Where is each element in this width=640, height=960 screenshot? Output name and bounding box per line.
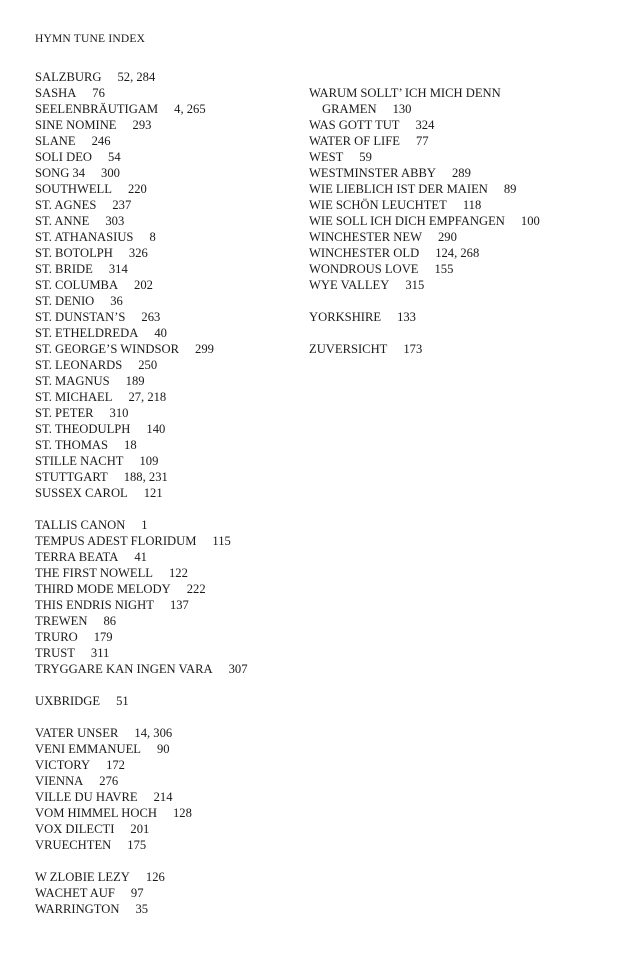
index-entry xyxy=(35,485,297,501)
tune-name: WONDROUS LOVE xyxy=(309,262,419,276)
page-numbers: 188, 231 xyxy=(123,470,168,484)
tune-name: WAS GOTT TUT xyxy=(309,118,400,132)
tune-name: THE FIRST NOWELL xyxy=(35,566,153,580)
index-entry xyxy=(35,261,297,277)
index-entry xyxy=(35,421,297,437)
index-entry xyxy=(35,565,297,581)
tune-name: GRAMEN xyxy=(322,102,377,116)
page-numbers: 202 xyxy=(134,278,153,292)
page-numbers: 128 xyxy=(172,806,192,820)
tune-name: SOUTHWELL xyxy=(35,182,112,196)
index-entry xyxy=(35,773,297,789)
tune-name: SUSSEX CAROL xyxy=(35,486,128,500)
page-numbers: 36 xyxy=(110,294,123,308)
tune-name: WINCHESTER NEW xyxy=(309,230,422,244)
page-numbers: 8 xyxy=(149,230,156,244)
index-entry xyxy=(35,533,297,549)
tune-name: WIE SOLL ICH DICH EMPFANGEN xyxy=(309,214,505,228)
page-numbers: 263 xyxy=(141,310,161,324)
page-numbers: 76 xyxy=(92,86,105,100)
tune-name: TRUST xyxy=(35,646,75,660)
index-entry xyxy=(309,117,619,133)
tune-name: VENI EMMANUEL xyxy=(35,742,141,756)
page-numbers: 35 xyxy=(135,902,149,916)
page-numbers: 118 xyxy=(462,198,482,212)
tune-name: ST. ETHELDREDA xyxy=(35,326,139,340)
index-entry xyxy=(35,581,297,597)
page-numbers: 59 xyxy=(359,150,372,164)
page-numbers: 311 xyxy=(90,646,110,660)
tune-name: ST. BRIDE xyxy=(35,262,93,276)
page-numbers: 115 xyxy=(212,534,231,548)
tune-name: VICTORY xyxy=(35,758,91,772)
page-numbers: 52, 284 xyxy=(117,70,156,84)
page-numbers: 137 xyxy=(169,598,189,612)
index-entry xyxy=(309,101,619,117)
tune-name: ZUVERSICHT xyxy=(309,342,388,356)
section-gap xyxy=(35,709,297,725)
page-numbers: 41 xyxy=(134,550,147,564)
tune-name: ST. AGNES xyxy=(35,198,97,212)
tune-name: ST. COLUMBA xyxy=(35,278,119,292)
page-numbers: 237 xyxy=(112,198,132,212)
index-entry xyxy=(35,213,297,229)
page-numbers: 293 xyxy=(132,118,152,132)
tune-name: ST. THOMAS xyxy=(35,438,109,452)
page-numbers: 90 xyxy=(156,742,170,756)
tune-name: VRUECHTEN xyxy=(35,838,112,852)
index-entry xyxy=(35,805,297,821)
index-entry xyxy=(35,229,297,245)
tune-name: TREWEN xyxy=(35,614,88,628)
tune-name: VOX DILECTI xyxy=(35,822,115,836)
index-entry xyxy=(35,693,297,709)
tune-name: ST. DUNSTAN’S xyxy=(35,310,126,324)
index-entry xyxy=(35,293,297,309)
page-numbers: 307 xyxy=(228,662,248,676)
index-entry xyxy=(35,357,297,373)
page-numbers: 77 xyxy=(415,134,429,148)
page-numbers: 140 xyxy=(146,422,166,436)
page-numbers: 173 xyxy=(403,342,423,356)
index-entry xyxy=(35,837,297,853)
page-numbers: 300 xyxy=(101,166,120,180)
index-entry xyxy=(35,133,297,149)
index-entry xyxy=(35,597,297,613)
page-numbers: 324 xyxy=(415,118,435,132)
tune-name: UXBRIDGE xyxy=(35,694,101,708)
page-numbers: 126 xyxy=(145,870,165,884)
page-numbers: 130 xyxy=(392,102,412,116)
tune-name: WARRINGTON xyxy=(35,902,120,916)
section-gap xyxy=(309,293,619,309)
section-gap xyxy=(309,325,619,341)
tune-name: THIRD MODE MELODY xyxy=(35,582,171,596)
index-column-right xyxy=(309,69,619,357)
page-numbers: 155 xyxy=(434,262,454,276)
page-numbers: 250 xyxy=(138,358,158,372)
index-entry xyxy=(309,197,619,213)
index-entry xyxy=(35,309,297,325)
tune-name: ST. GEORGE’S WINDSOR xyxy=(35,342,180,356)
tune-name: WARUM SOLLT’ ICH MICH DENN xyxy=(309,86,501,100)
page-numbers: 201 xyxy=(130,822,150,836)
tune-name: ST. BOTOLPH xyxy=(35,246,113,260)
tune-name: ST. MICHAEL xyxy=(35,390,113,404)
page-numbers: 299 xyxy=(195,342,214,356)
tune-name: TRYGGARE KAN INGEN VARA xyxy=(35,662,213,676)
tune-name: TERRA BEATA xyxy=(35,550,119,564)
page-numbers: 86 xyxy=(103,614,117,628)
tune-name: SINE NOMINE xyxy=(35,118,117,132)
index-entry xyxy=(35,645,297,661)
section-gap xyxy=(35,677,297,693)
index-entry xyxy=(35,373,297,389)
index-entry xyxy=(35,821,297,837)
index-entry xyxy=(35,245,297,261)
index-entry xyxy=(35,341,297,357)
index-entry xyxy=(35,629,297,645)
page-numbers: 54 xyxy=(108,150,121,164)
tune-name: TEMPUS ADEST FLORIDUM xyxy=(35,534,197,548)
page-numbers: 51 xyxy=(116,694,129,708)
index-entry xyxy=(35,101,297,117)
page-numbers: 246 xyxy=(91,134,111,148)
page-numbers: 315 xyxy=(405,278,425,292)
index-entry xyxy=(35,165,297,181)
index-entry xyxy=(35,757,297,773)
index-entry xyxy=(35,69,297,85)
tune-name: SEELENBRÄUTIGAM xyxy=(35,102,159,116)
index-entry xyxy=(35,469,297,485)
index-entry xyxy=(35,405,297,421)
page-numbers: 222 xyxy=(186,582,206,596)
section-gap xyxy=(35,501,297,517)
tune-name: ST. DENIO xyxy=(35,294,95,308)
page-numbers: 172 xyxy=(106,758,125,772)
tune-name: VATER UNSER xyxy=(35,726,119,740)
tune-name: WINCHESTER OLD xyxy=(309,246,420,260)
tune-name: WIE SCHÖN LEUCHTET xyxy=(309,198,447,212)
page-numbers: 326 xyxy=(128,246,148,260)
page-numbers: 179 xyxy=(93,630,113,644)
index-entry xyxy=(35,277,297,293)
index-entry xyxy=(35,517,297,533)
page-numbers: 214 xyxy=(153,790,173,804)
index-entry xyxy=(35,453,297,469)
page-numbers: 276 xyxy=(99,774,119,788)
index-entry xyxy=(35,117,297,133)
tune-name: ST. MAGNUS xyxy=(35,374,110,388)
tune-name: TRURO xyxy=(35,630,78,644)
page-numbers: 290 xyxy=(437,230,457,244)
tune-name: WACHET AUF xyxy=(35,886,115,900)
tune-name: YORKSHIRE xyxy=(309,310,382,324)
tune-name: SONG 34 xyxy=(35,166,86,180)
page-numbers: 109 xyxy=(139,454,159,468)
index-entry xyxy=(309,165,619,181)
page-numbers: 133 xyxy=(397,310,416,324)
tune-name: WYE VALLEY xyxy=(309,278,390,292)
index-entry xyxy=(35,725,297,741)
index-column-left xyxy=(35,69,297,917)
page-numbers: 18 xyxy=(124,438,137,452)
tune-name: SLANE xyxy=(35,134,76,148)
tune-name: SOLI DEO xyxy=(35,150,93,164)
index-entry xyxy=(35,661,297,677)
tune-name: STUTTGART xyxy=(35,470,108,484)
page-numbers: 89 xyxy=(503,182,517,196)
index-entry xyxy=(35,437,297,453)
index-entry xyxy=(309,229,619,245)
section-gap xyxy=(35,853,297,869)
page-numbers: 1 xyxy=(141,518,148,532)
section-gap xyxy=(309,69,619,85)
tune-name: VOM HIMMEL HOCH xyxy=(35,806,157,820)
tune-name: VIENNA xyxy=(35,774,84,788)
tune-name: ST. ANNE xyxy=(35,214,90,228)
index-entry xyxy=(35,613,297,629)
tune-name: VILLE DU HAVRE xyxy=(35,790,138,804)
tune-name: WIE LIEBLICH IST DER MAIEN xyxy=(309,182,488,196)
index-entry xyxy=(35,789,297,805)
index-entry xyxy=(35,869,297,885)
index-entry xyxy=(35,741,297,757)
index-entry xyxy=(35,885,297,901)
page-numbers: 40 xyxy=(154,326,167,340)
tune-name: ST. LEONARDS xyxy=(35,358,123,372)
page-numbers: 289 xyxy=(452,166,471,180)
tune-name: SASHA xyxy=(35,86,77,100)
tune-name: THIS ENDRIS NIGHT xyxy=(35,598,154,612)
tune-name: WESTMINSTER ABBY xyxy=(309,166,436,180)
page-numbers: 4, 265 xyxy=(174,102,206,116)
page-numbers: 97 xyxy=(130,886,144,900)
index-entry xyxy=(309,277,619,293)
index-entry xyxy=(35,85,297,101)
index-entry xyxy=(309,181,619,197)
index-entry xyxy=(35,325,297,341)
page-numbers: 314 xyxy=(108,262,128,276)
tune-name: ST. ATHANASIUS xyxy=(35,230,134,244)
page-numbers: 124, 268 xyxy=(435,246,480,260)
index-entry xyxy=(309,261,619,277)
index-entry xyxy=(35,181,297,197)
index-entry xyxy=(309,85,619,101)
page-numbers: 310 xyxy=(109,406,129,420)
index-entry xyxy=(35,389,297,405)
index-entry xyxy=(309,245,619,261)
tune-name: WATER OF LIFE xyxy=(309,134,400,148)
tune-name: SALZBURG xyxy=(35,70,102,84)
page-numbers: 189 xyxy=(125,374,145,388)
index-entry xyxy=(309,341,619,357)
tune-name: STILLE NACHT xyxy=(35,454,124,468)
tune-name: ST. THEODULPH xyxy=(35,422,131,436)
index-entry xyxy=(309,149,619,165)
page-numbers: 220 xyxy=(127,182,147,196)
tune-name: WEST xyxy=(309,150,344,164)
page-numbers: 122 xyxy=(169,566,188,580)
page-numbers: 100 xyxy=(520,214,540,228)
page-numbers: 121 xyxy=(143,486,163,500)
index-entry xyxy=(309,133,619,149)
index-entry xyxy=(35,149,297,165)
tune-name: ST. PETER xyxy=(35,406,94,420)
index-entry xyxy=(309,213,619,229)
page-numbers: 303 xyxy=(105,214,125,228)
page-numbers: 14, 306 xyxy=(134,726,173,740)
tune-name: W ZLOBIE LEZY xyxy=(35,870,130,884)
index-entry xyxy=(35,549,297,565)
page-numbers: 175 xyxy=(127,838,147,852)
tune-name: TALLIS CANON xyxy=(35,518,126,532)
page-numbers: 27, 218 xyxy=(128,390,167,404)
page-header: HYMN TUNE INDEX xyxy=(35,33,146,45)
index-entry xyxy=(35,197,297,213)
index-entry xyxy=(35,901,297,917)
index-entry xyxy=(309,309,619,325)
